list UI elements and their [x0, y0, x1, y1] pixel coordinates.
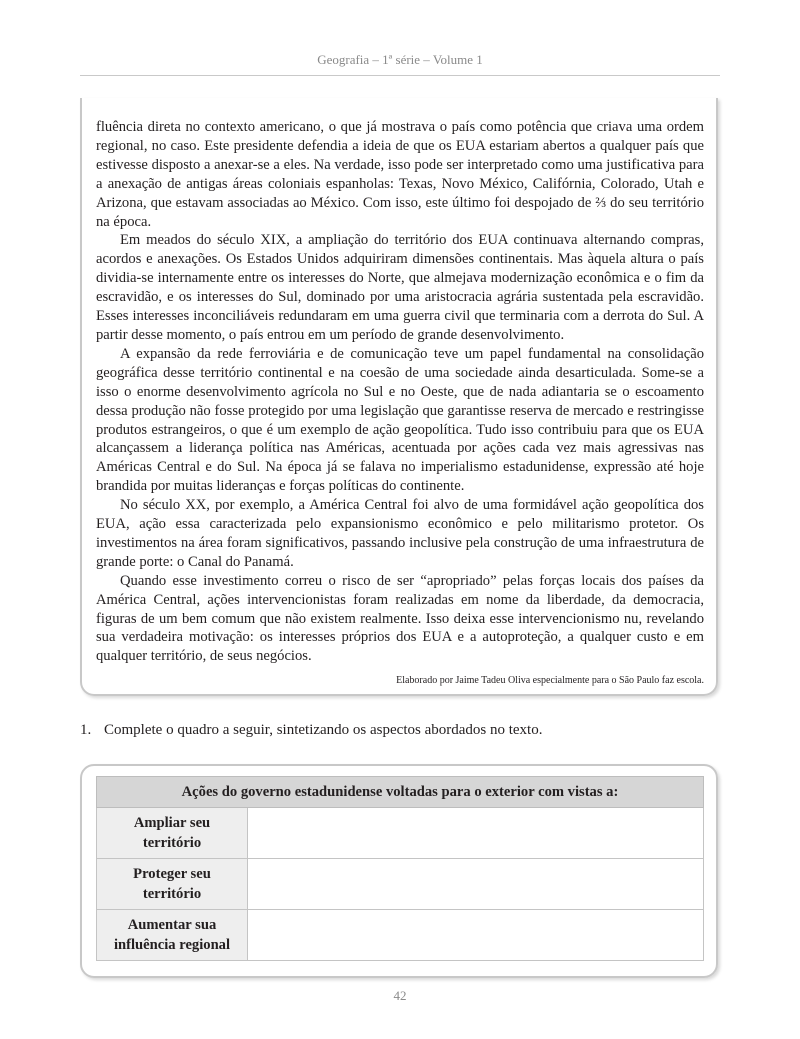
page-number: 42	[393, 988, 407, 1003]
running-head: Geografia – 1ª série – Volume 1	[317, 52, 483, 67]
answer-cell-aumentar[interactable]	[248, 910, 704, 961]
table-header-row	[97, 777, 704, 808]
exercise-text: Complete o quadro a seguir, sintetizando os aspectos abordados no texto.	[104, 722, 543, 738]
paragraph: No século XX, por exemplo, a América Central foi alvo de uma formidável ação geopolítica dos EUA, ação essa caracterizada pelo expansionismo econômico e pelo militarismo protetor. Os investimentos na área foram significativos, passando inclusive pela construção de uma infraestrutura de grande porte: o Canal do Panamá.	[96, 497, 704, 570]
source-credit: Elaborado por Jaime Tadeu Oliva especialmente para o São Paulo faz escola.	[396, 675, 704, 686]
answer-cell-proteger[interactable]	[248, 859, 704, 910]
row-label: Ampliar seu território	[97, 808, 248, 859]
header-divider	[80, 75, 720, 76]
synthesis-table	[96, 776, 704, 961]
table-row	[97, 808, 704, 859]
row-label: Proteger seu território	[97, 859, 248, 910]
paragraph: fluência direta no contexto americano, o que já mostrava o país como potência que criava uma ordem regional, no caso. Este presidente defendia a ideia de que os EUA estariam abertos a qualquer país que estivesse disposto a anexar-se a eles. Na verdade, isso pode ser interpretado como uma justificativa para a anexação de antigas áreas coloniais espanholas: Texas, Novo México, Califórnia, Colorado, Utah e Arizona, que estavam associadas ao México. Com isso, este último foi despojado de ⅔ do seu território na época.	[96, 119, 704, 230]
paragraph: A expansão da rede ferroviária e de comunicação teve um papel fundamental na consolidação geográfica desse território continental e na coesão de uma sociedade ainda desarticulada. Some-se a isso o enorme desenvolvimento agrícola no Sul e no Oeste, que de nada adiantaria se o escoamento dessa produção não fosse protegido por uma legislação que garantisse reserva de mercado e restringisse produtos estrangeiros, o que é um exemplo de ação geopolítica. Tudo isso contribuiu para que os EUA alcançassem a liderança política nas Américas, acentuada por ações cada vez mais agressivas nas Américas Central e do Sul. Na época já se falava no imperialismo estadunidense, expressão até hoje brandida por muitas lideranças e forças políticas do continente.	[96, 345, 704, 495]
paragraph: Quando esse investimento correu o risco de ser “apropriado” pelas forças locais dos países da América Central, ações intervencionistas foram realizadas em nome da liberdade, da democracia, figuras de um bem comum que não existem realmente. Isso deixa esse intervencionismo nu, revelando sua verdadeira motivação: os interesses próprios dos EUA e a autoproteção, a qualquer custo e em qualquer território, de seus negócios.	[96, 572, 704, 665]
exercise-prompt	[80, 722, 720, 739]
answer-cell-ampliar[interactable]	[248, 808, 704, 859]
exercise-number: 1.	[80, 722, 92, 738]
table-row	[97, 859, 704, 910]
paragraph: Em meados do século XIX, a ampliação do território dos EUA continuava alternando compras, acordos e anexações. Os Estados Unidos adquiriram dimensões continentais. Mas àquela altura o país dividia-se internamente entre os interesses do Norte, que almejava modernização econômica e o fim da escravidão, e os interesses do Sul, dominado por uma aristocracia agrária sustentada pela escravidão. Esses interesses inconciliáveis redundaram em uma guerra civil que terminaria com a derrota do Sul. A partir desse momento, o país entrou em um período de grande desenvolvimento.	[96, 232, 704, 343]
table-row	[97, 910, 704, 961]
table-header: Ações do governo estadunidense voltadas para o exterior com vistas a:	[97, 777, 704, 808]
row-label: Aumentar sua influência regional	[97, 910, 248, 961]
reading-text	[96, 118, 704, 666]
